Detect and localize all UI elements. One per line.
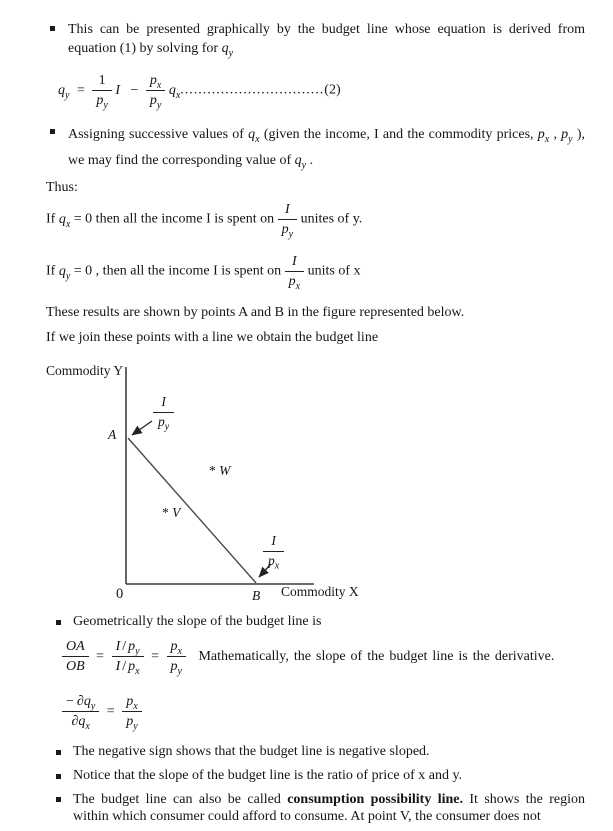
fraction-px-over-py: $\frac{p_x}{p_y}$: [146, 72, 165, 109]
y-axis-label: Commodity Y: [46, 363, 124, 378]
math-qx: $q_x$: [168, 82, 181, 101]
bullet-budget-line-intro: [68, 20, 585, 58]
math-px: $p_x$: [537, 127, 550, 145]
point-w-label: * W: [209, 463, 231, 478]
origin-label: 0: [116, 586, 124, 602]
x-axis-label: Commodity X: [281, 584, 359, 599]
math-qx: $q_x$: [58, 211, 71, 230]
bullet-slope-ratio: Notice that the slope of the budget line is the ratio of price of x and y.: [73, 768, 463, 783]
results-sentence: These results are shown by points A and B in the figure represented below.: [46, 305, 465, 320]
fraction-intercepts: $\frac{I / p_y}{I / p_x}$: [112, 638, 144, 675]
bullet-geometrically: Geometrically the slope of the budget line is: [73, 614, 322, 629]
fraction-I-over-py: $\frac{I}{p_y}$: [278, 201, 297, 238]
budget-line-figure: [0, 358, 430, 610]
math-qy: $q_y$: [221, 41, 234, 59]
mathematically-sentence: Mathematically, the slope of the budget line is the derivative.: [198, 648, 555, 664]
bullet-marker: [50, 26, 55, 31]
derivative-equation: [62, 693, 142, 733]
fraction-px-over-py: $\frac{p_x}{p_y}$: [167, 638, 186, 675]
bullet-marker: [56, 750, 61, 755]
math-qy: $q_y$: [294, 153, 307, 171]
point-a-label: A: [108, 427, 117, 442]
figure-axes-and-lines: [0, 358, 430, 610]
slope-ratio-equation: [62, 638, 555, 678]
bullet1-text: This can be presented graphically by the budget line whose equation is derived from equation (1) by solving for: [68, 22, 585, 56]
equals-sign: =: [151, 648, 159, 664]
math-qy: $q_y$: [58, 263, 71, 282]
bullet-marker: [56, 620, 61, 625]
equals-sign: =: [76, 82, 85, 98]
budget-line: [128, 438, 256, 583]
bullet-negative-sign: The negative sign shows that the budget line is negative sloped.: [73, 744, 430, 759]
x-intercept-fraction: $\frac{I}{p_x}$: [263, 534, 284, 569]
thus-label: Thus:: [46, 180, 78, 195]
bullet-consumption-possibility: The budget line can also be called consumption possibility line. It shows the region within which consumer could afford to consume. At point V, the consumer does not: [73, 792, 585, 824]
math-py: $p_y$: [561, 127, 573, 145]
point-b-label: B: [252, 588, 261, 603]
fraction-OA-over-OB: $\frac{OA}{OB}$: [62, 638, 89, 675]
equals-sign: =: [96, 648, 105, 664]
fraction-px-over-py: $\frac{p_x}{p_y}$: [122, 693, 141, 730]
math-qy: $q_y$: [58, 82, 70, 101]
arrow-to-point-a-icon: [132, 421, 152, 435]
if-qy-zero-line: If $q_y = 0$ , then all the income I is spent on $\frac{I}{p_x}$ units of x: [46, 254, 361, 293]
bullet-marker: [56, 797, 61, 802]
math-qx: $q_x$: [248, 127, 260, 145]
fraction-I-over-px: $\frac{I}{p_x}$: [285, 253, 304, 290]
minus-sign: −: [130, 82, 139, 98]
if-qx-zero-line: If $q_x = 0$ then all the income I is spent on $\frac{I}{p_y}$ unites of y.: [46, 202, 363, 241]
consumption-possibility-bold: consumption possibility line.: [287, 792, 463, 807]
math-I: I: [115, 82, 120, 98]
bullet-assigning-values: Assigning successive values of $q_x$ (given the income, I and the commodity prices, $p_x$ , $p_y$ ), we may find the corresponding value of $q_y$ .: [68, 127, 585, 171]
join-sentence: If we join these points with a line we obtain the budget line: [46, 330, 379, 345]
dot-leader: ................................: [180, 82, 325, 98]
equation-number: (2): [324, 82, 341, 98]
y-intercept-fraction: $\frac{I}{p_y}$: [153, 395, 174, 430]
equals-sign: =: [106, 703, 115, 719]
equation-2: [58, 72, 341, 112]
fraction-derivative: $\frac{- \partial q_y}{\partial q_x}$: [62, 693, 99, 730]
point-v-label: * V: [162, 505, 181, 520]
bullet-marker: [50, 129, 55, 134]
bullet-marker: [56, 774, 61, 779]
fraction-1-over-py: $\frac{1}{p_y}$: [92, 72, 111, 109]
